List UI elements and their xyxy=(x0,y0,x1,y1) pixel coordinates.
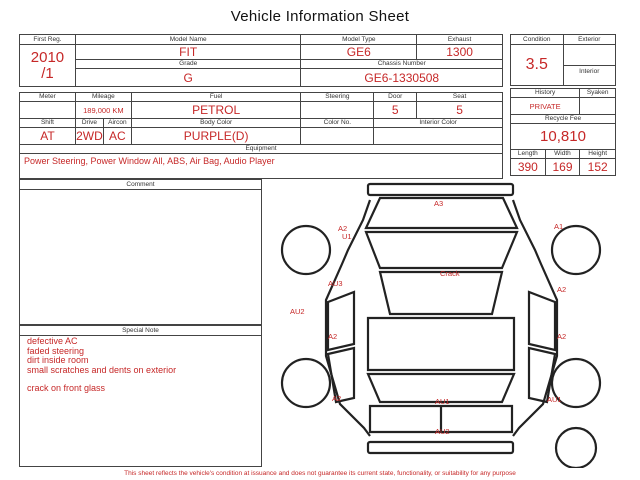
roof-top-panel xyxy=(368,184,513,195)
width-value: 169 xyxy=(545,159,580,176)
shift-value: AT xyxy=(20,128,76,145)
mark-a2-right-upper: A2 xyxy=(557,285,567,294)
chassis-number-label: Chassis Number xyxy=(301,60,503,69)
mark-au2-bottom: AU2 xyxy=(435,427,450,436)
vehicle-info-table xyxy=(19,34,503,179)
history-value: PRIVATE xyxy=(511,98,580,115)
mileage-label: Mileage xyxy=(75,93,131,102)
seat-value: 5 xyxy=(417,102,503,119)
interior-color-label: Interior Color xyxy=(374,119,503,128)
interior-label: Interior xyxy=(579,67,600,75)
special-note-list xyxy=(27,337,176,394)
first-reg-month: /1 xyxy=(41,64,54,82)
mileage-value: 189,000 KM xyxy=(75,102,131,119)
front-right-wheel xyxy=(552,226,600,274)
car-damage-diagram xyxy=(270,180,615,468)
drive-value: 2WD xyxy=(76,129,103,143)
history-table xyxy=(510,88,616,176)
mark-a2-right-mid: A2 xyxy=(557,332,567,341)
length-value: 390 xyxy=(511,159,546,176)
aircon-label: Aircon xyxy=(103,119,131,128)
drive-label: Drive xyxy=(75,119,103,128)
height-value: 152 xyxy=(580,159,616,176)
mark-a2-front-left: A2 xyxy=(338,224,348,233)
windshield xyxy=(366,232,517,268)
condition-table xyxy=(510,34,616,86)
roof-panel xyxy=(380,272,502,314)
rear-bumper-panel xyxy=(368,442,513,453)
chassis-number-value: GE6-1330508 xyxy=(301,69,503,87)
mark-a1-front-right: A1 xyxy=(554,222,564,231)
special-note-item: defective AC xyxy=(27,336,78,346)
grade-value: G xyxy=(75,69,301,87)
special-note-item: crack on front glass xyxy=(27,383,106,393)
recycle-fee-value: 10,810 xyxy=(511,124,616,150)
rear-left-wheel xyxy=(282,359,330,407)
special-note-item: faded steering xyxy=(27,345,85,356)
right-front-door xyxy=(529,292,555,350)
model-type-value: GE6 xyxy=(301,45,417,60)
mark-a2-left-lower: A2 xyxy=(332,394,342,403)
first-reg-value xyxy=(20,45,76,87)
cabin-panel xyxy=(368,318,514,370)
mark-au1-right: AU1 xyxy=(547,395,562,404)
special-note-item: small scratches and dents on exterior xyxy=(27,364,177,375)
comment-box xyxy=(19,179,262,325)
length-label: Length xyxy=(511,150,546,159)
equipment-value: Power Steering, Power Window All, ABS, Air Bag, Audio Player xyxy=(20,154,503,179)
shift-label-text: Shift xyxy=(40,119,54,126)
exhaust-label: Exhaust xyxy=(417,35,503,45)
condition-value: 3.5 xyxy=(511,45,564,86)
right-rear-door xyxy=(529,348,555,402)
body-color-label: Body Color xyxy=(131,119,301,128)
grade-label: Grade xyxy=(75,60,301,69)
sheet-title: Vehicle Information Sheet xyxy=(230,8,410,25)
model-name-label: Model Name xyxy=(75,35,301,45)
interior-cell xyxy=(563,45,615,86)
interior-color-value xyxy=(374,128,503,145)
left-front-door xyxy=(328,292,354,350)
mark-u1-front-left: U1 xyxy=(342,232,352,241)
height-label: Height xyxy=(580,150,616,159)
body-color-value: PURPLE(D) xyxy=(131,128,301,145)
mark-au2-left: AU2 xyxy=(290,307,305,316)
mark-a2-left-mid: A2 xyxy=(328,332,338,341)
recycle-fee-label: Recycle Fee xyxy=(511,115,616,124)
mark-au3-left: AU3 xyxy=(328,279,343,288)
shift-label xyxy=(20,119,76,128)
model-type-label: Model Type xyxy=(301,35,417,45)
meter-value xyxy=(20,102,76,119)
mark-crack-windshield: Crack xyxy=(440,269,460,278)
mark-au1-center: AU1 xyxy=(435,397,450,406)
meter-label: Meter xyxy=(20,93,76,102)
model-name-value: FIT xyxy=(75,45,301,60)
color-no-value xyxy=(301,128,374,145)
syaken-value xyxy=(580,98,616,115)
fuel-label: Fuel xyxy=(131,93,301,102)
exterior-interior-divider xyxy=(564,65,615,66)
condition-label: Condition xyxy=(511,35,564,45)
width-label: Width xyxy=(545,150,580,159)
door-value: 5 xyxy=(374,102,417,119)
special-note-item: dirt inside room xyxy=(27,355,89,365)
aircon-value: AC xyxy=(103,128,131,145)
front-left-wheel xyxy=(282,226,330,274)
door-label: Door xyxy=(374,93,417,102)
mark-a3-top: A3 xyxy=(434,199,444,208)
steering-value xyxy=(301,102,374,119)
steering-label: Steering xyxy=(301,93,374,102)
fuel-value: PETROL xyxy=(131,102,301,119)
seat-label: Seat xyxy=(417,93,503,102)
spare-wheel xyxy=(556,428,596,468)
exterior-label: Exterior xyxy=(563,35,615,45)
comment-label: Comment xyxy=(20,180,261,190)
syaken-label: Syaken xyxy=(580,89,616,98)
disclaimer-footer: This sheet reflects the vehicle's condition at issuance and does not guarantee its current state, functionality, or suitability for any purpose xyxy=(124,470,516,477)
color-no-label: Color No. xyxy=(301,119,374,128)
first-reg-label: First Reg. xyxy=(20,35,76,45)
special-note-label: Special Note xyxy=(20,326,261,336)
exhaust-value: 1300 xyxy=(417,45,503,60)
equipment-label: Equipment xyxy=(20,145,503,154)
first-reg-year: 2010 xyxy=(30,48,65,66)
history-label: History xyxy=(511,89,580,98)
